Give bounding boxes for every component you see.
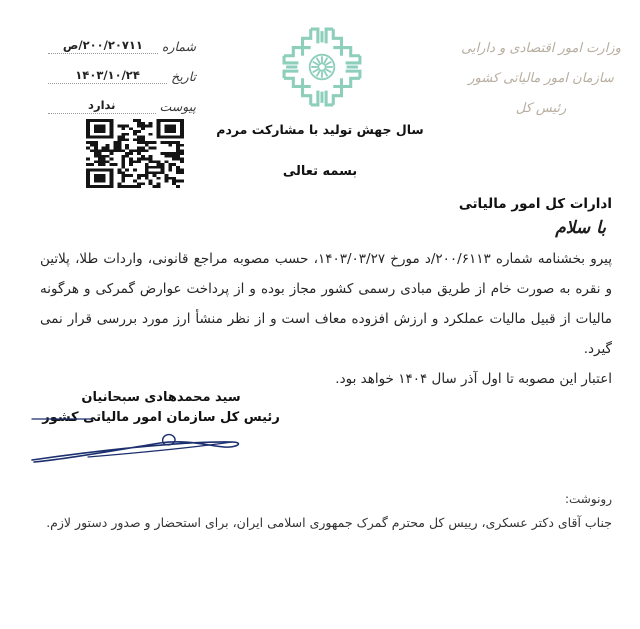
- cc-label: رونوشت:: [564, 492, 612, 506]
- footer-cc: [40, 492, 612, 530]
- reference-block: [48, 30, 196, 120]
- date-value: ۱۴۰۳/۱۰/۲۴: [48, 68, 167, 84]
- letter-body: [40, 196, 612, 394]
- signer-name: سید محمدهادی سبحانیان: [81, 390, 241, 405]
- cc-line: جناب آقای دکتر عسکری، رییس کل محترم گمرک جمهوری اسلامی ایران، برای استحضار و صدور دستور لازم.: [46, 515, 612, 530]
- ministry-line-1: وزارت امور اقتصادی و دارایی: [461, 41, 621, 56]
- ministry-line-3: رئیس کل: [515, 101, 567, 116]
- handwritten-signature: [28, 416, 256, 468]
- ministry-line-2: سازمان امور مالیاتی کشور: [468, 71, 614, 86]
- year-slogan: سال جهش تولید با مشارکت مردم: [216, 122, 424, 137]
- body-paragraph: پیرو بخشنامه شماره ۲۰۰/۶۱۱۳/د مورخ ۱۴۰۳/۰۳/۲۷، حسب مصوبه مراجع قانونی، واردات طلا، پلاتین و نقره به صورت خام از طریق مبادی رسمی کشور مجاز بوده و از پرداخت عوارض گمرکی و هرگونه مالیات از قبیل مالیات عملکرد و ارزش افزوده معاف است و از نظر منشأ ارز مورد بررسی قرار نمی گیرد.: [40, 251, 612, 357]
- bismillah-text: بسمه تعالی: [282, 164, 358, 179]
- attachment-label: پیوست: [159, 99, 196, 114]
- validity-line: اعتبار این مصوبه تا اول آذر سال ۱۴۰۴ خواهد بود.: [335, 371, 612, 387]
- tax-administration-logo-icon: [281, 26, 363, 108]
- number-value: ۲۰۰/۲۰۷۱۱/ص: [48, 38, 158, 54]
- date-label: تاریخ: [171, 69, 196, 84]
- signer-title: رئیس کل سازمان امور مالیاتی کشور: [42, 410, 280, 425]
- number-label: شماره: [161, 39, 196, 54]
- ministry-letterhead: [435, 34, 640, 124]
- ref-row-number: [48, 30, 196, 54]
- signature-block: [42, 388, 280, 428]
- ref-row-date: [48, 60, 196, 84]
- ref-row-attachment: [48, 90, 196, 114]
- attachment-value: ندارد: [48, 98, 156, 114]
- salutation-text: با سلام: [555, 218, 606, 238]
- recipient-line: ادارات کل امور مالیاتی: [458, 196, 612, 212]
